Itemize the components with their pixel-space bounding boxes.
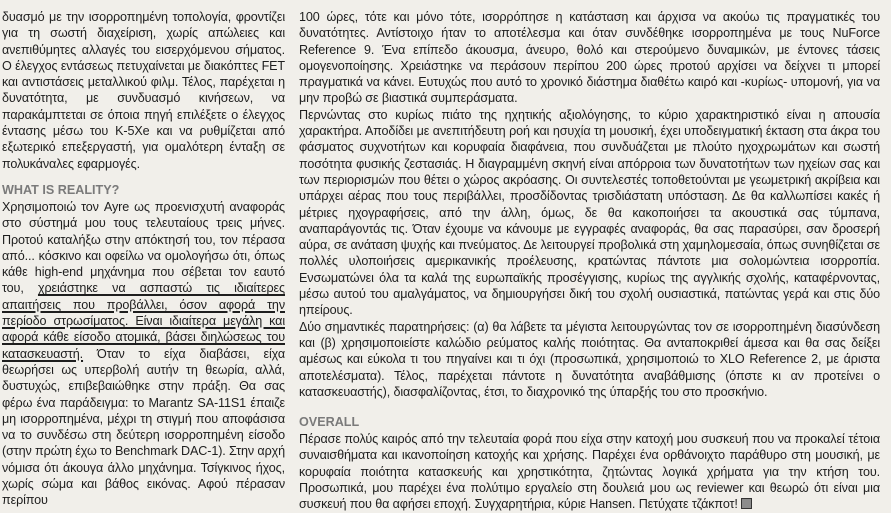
underlined-highlight: χρειάστηκε να ασπαστώ τις ιδιαίτερες απαιτήσεις που προβάλλει, όσον αφορά την περίοδο στρωσίματος. Είναι ιδιαίτερα μεγάλη και αφορά κάθε είσοδο ατομικά, βάσει διηλώσεως του κατασκευαστή. <box>2 281 285 361</box>
section-heading-overall: OVERALL <box>299 415 360 430</box>
paragraph-overall <box>299 431 880 512</box>
paragraph-sound-evaluation: Περνώντας στο κυρίως πιάτο της ηχητικής αξιολόγησης, το κύριο χαρακτηριστικό είναι η απουσία χαρακτήρα. Αποδίδει με ανεπιτήδευτη ροή και ησυχία τη μουσική, έχει υποδειγματική έκταση στα άκρα του φάσματος συχνοτήτων και κορυφαία διαφάνεια, που συνδυάζεται με πλούτο ηχοχρωμάτων και σωστή ποσότητα φυσικής ζεστασιάς. Η διαγραμμένη σκηνή είναι απόρροια των δυνατοτήτων των ηχείων σας και των περιορισμών που θέτει ο χώρος ακρόασης. Οι συντελεστές τοποθετούνται με γεωμετρική ακρίβεια και υπάρχει αέρας που τους περιβάλλει, προσδίδοντας τρισδιάστατη υπόσταση. Δε θα καλλωπίσει κακές ή μέτριες ηχογραφήσεις, από την άλλη, όμως, δε θα κακοποιήσει τα ακουστικά σας τύμπανα, αναπαράγοντάς τις. Όταν έχουμε να κάνουμε με εγγραφές αναφοράς, θα σας παρασύρει, σαν δροσερή αύρα, σε ανάταση ψυχής και πνεύματος. Δε λειτουργεί προβολικά στη χαμηλομεσαία, όπως συνηθίζεται σε πολλές υλοποιήσεις αμερικανικής προέλευσης, κρατώντας πάντοτε μια σολομώντεια ισορροπία. Ενσωματώνει όλα τα καλά της ευρωπαϊκής προσέγγισης, κυρίως της αγγλικής σχολής, καταφέρνοντας, μέσω αυτού του αμαλγάματος, να δημιουργήσει δική του σχολή ουσιαστικά, πατώντας γερά και στις δύο ηπείρους. <box>299 107 880 318</box>
overall-text: Πέρασε πολύς καιρός από την τελευταία φορά που είχα στην κατοχή μου συσκευή που να προκαλεί τέτοια συναισθήματα και ικανοποίηση κατοχής και χρήσης. Παρέχει ένα ορθάνοιχτο παράθυρο στη μουσική, με κορυφαία ποιότητα κατασκευής και χρηστικότητα, ζητώντας λογικά χρήματα για την κτήση του. Προσωπικά, μου παρέχει ένα πολύτιμο εργαλείο στη δουλειά μου ως reviewer και θεωρώ ότι είναι μια συσκευή που θα αφήσει εποχή. Συγχαρητήρια, κύριε Hansen. Πετύχατε τζάκποτ! <box>299 432 880 512</box>
reality-text-start: Χρησιμοποιώ τον Ayre ως προενισχυτή αναφοράς στο σύστημά μου τους τελευταίους τρεις μήνες. Προτού καταλήξω στην απόκτησή του, τον πέρασα από... κόσκινο και οφείλω να ομολογήσω ότι, όπως κάθε high-end μηχάνημα που σέβεται τον εαυτό του, <box>2 199 285 296</box>
section-heading-reality: WHAT IS REALITY? <box>2 182 120 197</box>
left-column <box>2 9 285 509</box>
paragraph-burn-in: 100 ώρες, τότε και μόνο τότε, ισορρόπησε η κατάσταση και άρχισα να ακούω τις πραγματικές του δυνατότητες. Αντίστοιχο ήταν το αποτέλεσμα και όταν συνδέθηκε ισορροπημένα με τους NuForce Reference 9. Ένα επίπεδο άκουσμα, άνευρο, θολό και στερούμενο δυναμικών, με έντονες τάσεις ομογενοποίησης. Χρειάστηκε να περάσουν περίπου 200 ώρες προτού αρχίσει να δείχνει τι μπορεί πραγματικά να κάνει. Ευτυχώς που αυτό το χρονικό διάστημα διαθέτω καιρό και -κυρίως- υπομονή, για να μην προβώ σε βιαστικά συμπεράσματα. <box>299 10 880 106</box>
right-column <box>299 9 880 513</box>
reality-text-end: Όταν το είχα διαβάσει, είχα θεωρήσει ως υπερβολή αυτήν τη θεωρία, αλλά, δυστυχώς, επιβεβαιώθηκε στην πράξη. Θα σας φέρω ένα παράδειγμα: το Marantz SA-11S1 έπαιζε μη ισορροπημένα, μέχρι τη στιγμή που αποφάσισα να το συνδέσω στη δεύτερη ισορροπημένη είσοδο (στην πρώτη έχω το Benchmark DAC-1). Στην αρχή νόμισα ότι άκουγα άλλο μηχάνημα. Τσίγκινος ήχος, χωρίς σώμα και βάθος εικόνας. Αφού πέρασαν περίπου <box>2 346 285 508</box>
end-of-article-square-icon <box>741 498 752 509</box>
section-spacer <box>299 400 880 414</box>
reality-paragraph <box>2 199 285 509</box>
intro-paragraph: δυασμό με την ισορροπημένη τοπολογία, φροντίζει για τη σωστή διαχείριση, χωρίς απώλειες και ανεπιθύμητες αλλαγές του εισερχόμενου σήματος. Ο έλεγχος εντάσεως πετυχαίνεται με διακόπτες FET και αντιστάσεις μεταλλικού φιλμ. Τέλος, παρέχεται η δυνατότητα, με συνδυασμό κινήσεων, να παρακάμπτεται σε όποια πηγή επιλέξετε ο έλεγχος έντασης μέσω του K-5Xe και να ρυθμίζεται από εξωτερικό επεξεργαστή, για ομαλότερη ένταξη σε πολυκάναλες εφαρμογές. <box>2 10 285 171</box>
paragraph-remarks: Δύο σημαντικές παρατηρήσεις: (α) θα λάβετε τα μέγιστα λειτουργώντας τον σε ισορροπημένη διασύνδεση και (β) χρησιμοποιείστε καλώδιο ρεύματος καλής ποιότητας. Θα ανταποκριθεί άμεσα και θα σας δείξει αμέσως και εύκολα τι του πηγαίνει και τι όχι (προσωπικά, χρησιμοποιώ το XLO Reference 2, με άριστα αποτελέσματα). Τέλος, παρέχεται πάντοτε η δυνατότητα αναβάθμισης (όπστε κι αν προτείνει ο κατασκευαστής), διασφαλίζοντας, έτσι, το διαχρονικό της ύπαρξής του στο προσκήνιο. <box>299 319 880 399</box>
